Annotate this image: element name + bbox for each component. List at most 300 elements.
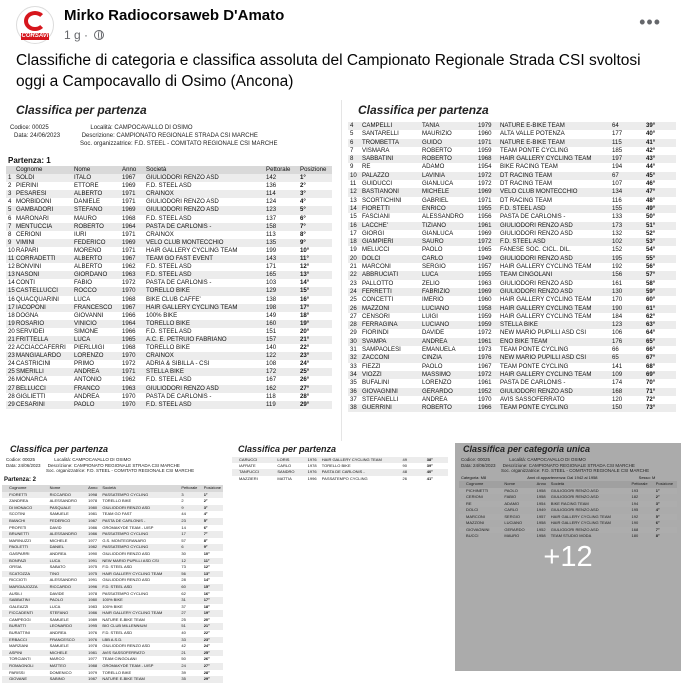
table-cell: 1963 bbox=[120, 271, 144, 279]
descrizione: Descrizione: CAMPIONATO REGIONALE STRADA CSI MARCHE bbox=[47, 462, 180, 468]
table-cell: 72° bbox=[646, 395, 656, 403]
table-cell: 1961 bbox=[478, 379, 492, 387]
table-cell: 60° bbox=[646, 296, 656, 304]
table-cell: A.C. E. PETRUIO FABRIANO bbox=[144, 336, 264, 344]
table-cell: 56° bbox=[646, 263, 656, 271]
table-cell: ENO BIKE TEAM bbox=[498, 338, 610, 346]
table-cell: 48° bbox=[646, 196, 656, 204]
table-row bbox=[2, 558, 223, 565]
table-cell: 1966 bbox=[476, 404, 498, 412]
table-cell: TORELLO BIKE bbox=[102, 669, 132, 675]
table-cell: SABINO bbox=[49, 676, 88, 683]
table-cell: 6 bbox=[180, 544, 202, 551]
row-number: 34 bbox=[348, 371, 360, 379]
table-row bbox=[6, 190, 332, 198]
table-row bbox=[348, 296, 676, 304]
column-header: Società bbox=[550, 481, 631, 488]
table-cell: BIO CLUB MILLENNIUM bbox=[101, 623, 180, 630]
table-cell: DOGNA bbox=[16, 311, 39, 319]
table-cell: LEONARDO bbox=[49, 623, 88, 630]
table-cell: 12° bbox=[203, 564, 210, 570]
table-cell: 1966 bbox=[122, 327, 136, 335]
table-cell: HAIR GALLERY CYCLING TEAM bbox=[498, 371, 610, 379]
table-cell: 7° bbox=[655, 527, 677, 534]
doc-title: Classifica per partenza bbox=[10, 444, 109, 454]
table-cell: 90 bbox=[402, 463, 407, 469]
table-cell: LUCA bbox=[49, 603, 61, 609]
table-cell: 115 bbox=[610, 139, 644, 147]
table-cell: ROSARIO bbox=[14, 320, 72, 328]
photo-3[interactable] bbox=[0, 443, 225, 682]
table-cell: GAMBADORI bbox=[14, 206, 72, 214]
table-cell: TORELLO BIKE bbox=[146, 344, 190, 352]
table-cell: 156 bbox=[610, 271, 644, 279]
table-cell: 1976 bbox=[307, 469, 321, 475]
table-cell: GIULIODORI RENZO ASD bbox=[101, 505, 180, 512]
table-cell: F.D. STEEL ASD bbox=[146, 263, 192, 271]
table-cell: 1957 bbox=[478, 263, 492, 271]
table-row bbox=[2, 610, 223, 617]
table-cell: MAZZONI bbox=[360, 305, 420, 313]
row-number: 15 bbox=[8, 287, 15, 295]
table-cell: GROMAKYDE TEAM - UISP bbox=[102, 524, 154, 530]
table-cell: 1991 bbox=[87, 558, 101, 565]
table-cell: GIULIODORI RENZO ASD bbox=[550, 507, 599, 512]
table-cell: PAOLO bbox=[422, 246, 443, 254]
partenza-label: Partenza: 2 bbox=[4, 477, 37, 483]
table-cell: 21° bbox=[298, 336, 332, 344]
table-cell: F.D. STEEL ASD bbox=[146, 327, 192, 335]
row-number: 2 bbox=[8, 182, 12, 190]
table-cell: 177 bbox=[612, 130, 623, 138]
table-cell: DT RACING TEAM bbox=[500, 180, 552, 188]
table-cell: 46° bbox=[646, 180, 656, 188]
table-cell: 1986 bbox=[87, 531, 101, 538]
row-number: 30 bbox=[348, 338, 360, 346]
table-cell: DANIEL bbox=[49, 544, 88, 551]
table-cell: PAOLETTI bbox=[8, 544, 49, 551]
table-cell: 14 bbox=[181, 524, 186, 530]
table-cell: 1976 bbox=[307, 457, 321, 463]
table-cell: TORCIANTI bbox=[9, 656, 31, 662]
table-cell: 26 bbox=[402, 475, 407, 481]
table-cell: NEW MARIO PUPILLI ASD CSI bbox=[101, 558, 180, 565]
table-cell: GROMAKYDE TEAM - UISP bbox=[101, 663, 180, 670]
table-cell: DOMENICO bbox=[49, 669, 72, 675]
table-cell: 1972 bbox=[476, 238, 498, 246]
table-cell: MARCONI bbox=[362, 263, 391, 271]
table-cell: 122 bbox=[264, 352, 298, 360]
more-photos-count[interactable]: +12 bbox=[543, 540, 593, 573]
table-cell: 45° bbox=[644, 172, 676, 180]
table-cell: 160 bbox=[264, 320, 298, 328]
table-cell: CENSORI bbox=[362, 312, 390, 320]
table-cell: LAVINIA bbox=[420, 172, 476, 180]
table-row bbox=[6, 279, 332, 287]
post-meta bbox=[64, 28, 104, 42]
table-row bbox=[348, 313, 676, 321]
table-cell: 25° bbox=[203, 650, 223, 657]
photo-1[interactable] bbox=[0, 100, 338, 441]
table-cell: 1970 bbox=[122, 392, 136, 400]
table-cell: GUERRINI bbox=[360, 404, 420, 412]
table-cell: 41° bbox=[644, 139, 676, 147]
table-cell: 6° bbox=[203, 524, 208, 530]
author-name[interactable]: Mirko Radiocorsaweb D'Amato bbox=[64, 7, 285, 24]
table-cell: EMANUELA bbox=[422, 346, 456, 354]
table-cell: 1986 bbox=[87, 610, 101, 617]
table-cell: 1960 bbox=[478, 130, 492, 138]
table-cell: 1976 bbox=[476, 354, 498, 362]
table-cell: PASTA DE CARLONIS - bbox=[500, 379, 566, 387]
row-number: 5 bbox=[6, 206, 14, 214]
table-cell: 2° bbox=[203, 498, 208, 504]
table-cell: FIORINDI bbox=[362, 329, 389, 337]
codice-value: 00025 bbox=[32, 125, 49, 131]
table-cell: MICHELE bbox=[49, 537, 68, 543]
table-cell: VIOZZI bbox=[360, 371, 420, 379]
table-cell: ZACCONI bbox=[360, 354, 420, 362]
table-cell: GIULIODORI RENZO ASD bbox=[102, 550, 151, 556]
table-cell: CONTI bbox=[16, 279, 35, 287]
table-row bbox=[6, 344, 332, 352]
table-cell: 133 bbox=[612, 213, 623, 221]
post-time[interactable]: 1 g bbox=[64, 28, 81, 42]
table-cell: GASPARRI bbox=[9, 550, 30, 556]
table-row bbox=[6, 401, 332, 409]
table-row bbox=[6, 206, 332, 214]
avatar[interactable] bbox=[16, 6, 54, 44]
localita: Località: CAMPOCAVALLO DI OSIMO bbox=[509, 457, 586, 462]
table-cell: GIULIODORI RENZO ASD bbox=[498, 222, 610, 230]
table-cell: SMERILLI bbox=[14, 368, 72, 376]
table-cell: 1972 bbox=[476, 371, 498, 379]
table-cell: 1986 bbox=[88, 524, 98, 530]
table-cell: PASTA DE CARLONIS - bbox=[146, 279, 212, 287]
table-cell: ALBERTO bbox=[72, 255, 120, 263]
table-cell: 1971 bbox=[122, 198, 136, 206]
table-row bbox=[6, 385, 332, 393]
table-cell: 33 bbox=[180, 637, 202, 644]
table-cell: 1959 bbox=[478, 312, 492, 320]
table-cell: 107 bbox=[612, 180, 623, 188]
table-cell: 17 bbox=[180, 531, 202, 538]
table-cell: CORRADETTI bbox=[14, 255, 72, 263]
table-cell: BRUNETTI bbox=[8, 531, 49, 538]
table-cell: GIULIODORI RENZO ASD bbox=[498, 288, 610, 296]
data-value: 24/06/2023 bbox=[30, 133, 61, 139]
table-cell: 1968 bbox=[122, 295, 136, 303]
table-cell: 1991 bbox=[88, 577, 98, 583]
table-row bbox=[2, 577, 223, 584]
table-cell: 165 bbox=[264, 271, 298, 279]
table-cell: LORIS bbox=[276, 457, 306, 463]
table-cell: LUIGI bbox=[422, 312, 438, 320]
table-cell: 1952 bbox=[476, 388, 498, 396]
table-cell: 14° bbox=[203, 577, 210, 583]
table-cell: CRAINOX bbox=[144, 352, 264, 360]
table-cell: TORELLO BIKE bbox=[144, 287, 264, 295]
table-cell: 1958 bbox=[536, 520, 546, 525]
table-cell: 57° bbox=[644, 271, 676, 279]
table-cell: 39° bbox=[426, 463, 433, 469]
table-cell: SAMUELE bbox=[49, 616, 69, 622]
table-row bbox=[6, 352, 332, 360]
table-cell: CARLO bbox=[277, 463, 292, 469]
table-cell: ALBERTO bbox=[72, 190, 120, 198]
row-number: 18 bbox=[8, 311, 15, 319]
table-row bbox=[232, 476, 448, 482]
table-cell: 1972 bbox=[476, 172, 498, 180]
table-cell: 180 bbox=[631, 533, 639, 538]
table-cell: 1954 bbox=[536, 501, 550, 508]
table-cell: MARINUZZI bbox=[9, 537, 31, 543]
table-cell: MARGIAJOZZA bbox=[8, 584, 49, 591]
table-cell: AVIS SASSOFERRATO bbox=[500, 395, 565, 403]
table-cell: 120 bbox=[612, 395, 623, 403]
table-cell: PESARESI bbox=[14, 190, 72, 198]
table-cell: FASCIANI bbox=[362, 213, 390, 221]
table-cell: 49° bbox=[644, 205, 676, 213]
table-cell: FRANCESCO bbox=[72, 304, 120, 312]
row-number: 14 bbox=[8, 279, 15, 287]
table-row bbox=[348, 130, 676, 138]
table-cell: DOLCI bbox=[466, 507, 479, 512]
photo-2[interactable] bbox=[341, 100, 682, 441]
table-cell: PAOLO bbox=[422, 362, 443, 370]
table-cell: ROBERTO bbox=[420, 155, 476, 163]
table-cell: ORSIA bbox=[9, 564, 22, 570]
table-cell: 150 bbox=[610, 404, 644, 412]
table-cell: ALESSANDRO bbox=[49, 498, 77, 504]
table-cell: 138 bbox=[266, 295, 277, 303]
column-header: Cognome bbox=[465, 481, 503, 488]
table-cell: CONCETTI bbox=[362, 296, 394, 304]
row-number: 4 bbox=[8, 198, 12, 206]
table-cell: 11° bbox=[298, 255, 332, 263]
table-cell: 1962 bbox=[122, 263, 136, 271]
table-cell: DAVID bbox=[49, 524, 62, 530]
more-options-icon[interactable]: ••• bbox=[639, 12, 661, 32]
table-cell: 12 bbox=[180, 558, 202, 565]
table-cell: 6° bbox=[655, 520, 660, 525]
table-cell: GIANLUCA bbox=[422, 229, 454, 237]
table-cell: NEW MARIO PUPILLI ASD CSI bbox=[498, 354, 610, 362]
table-cell: 26° bbox=[203, 656, 210, 662]
table-cell: 9 bbox=[180, 505, 202, 512]
table-cell: PIERLUIGI bbox=[74, 344, 105, 352]
row-number: 24 bbox=[8, 360, 15, 368]
table-row bbox=[2, 525, 223, 532]
table-cell: 56 bbox=[180, 571, 202, 578]
table-cell: MORBIDONI bbox=[16, 198, 52, 206]
row-number: 12 bbox=[8, 263, 15, 271]
table-cell: GIULIODORI RENZO ASD bbox=[102, 577, 151, 583]
table-cell: LUCA bbox=[49, 558, 88, 565]
table-cell: 103 bbox=[266, 279, 277, 287]
table-cell: 1957 bbox=[536, 514, 550, 521]
table-row bbox=[2, 518, 223, 525]
soc-value: F.D. STEEL - COMITATO REGIONALE CSI MARCHE bbox=[134, 141, 278, 147]
table-cell: QUACQUARINI bbox=[16, 295, 59, 303]
table-cell: STEFANO bbox=[49, 610, 88, 617]
table-cell: PARISSI bbox=[9, 669, 25, 675]
table-cell: FIEZZI bbox=[362, 362, 381, 370]
table-cell: 173 bbox=[610, 222, 644, 230]
table-cell: HAIR GALLERY CYCLING TEAM bbox=[550, 514, 631, 521]
table-cell: 1998 bbox=[87, 492, 101, 499]
table-cell: 63° bbox=[644, 321, 676, 329]
table-cell: 7° bbox=[298, 223, 332, 231]
table-cell: GIOVANNI bbox=[74, 311, 104, 319]
table-cell: 51 bbox=[180, 623, 202, 630]
row-number: 11 bbox=[8, 255, 15, 263]
table-row bbox=[6, 182, 332, 190]
table-cell: 1981 bbox=[87, 650, 101, 657]
table-cell: FIORETTI bbox=[360, 205, 420, 213]
table-row bbox=[2, 670, 223, 677]
table-cell: STEFANO bbox=[72, 206, 120, 214]
table-cell: LUCIANO bbox=[504, 520, 523, 525]
table-cell: PASTA DE CARLONIS - bbox=[101, 518, 180, 525]
results-table bbox=[2, 485, 223, 683]
table-cell: 28° bbox=[300, 392, 310, 400]
table-cell: F.D. STEEL ASD bbox=[101, 584, 180, 591]
table-cell: 1° bbox=[298, 174, 332, 182]
table-cell: 162 bbox=[264, 385, 298, 393]
table-cell: PASSATEMPO CYCLING bbox=[101, 544, 180, 551]
table-cell: 28 bbox=[181, 577, 186, 583]
table-cell: SERGIO bbox=[422, 263, 446, 271]
table-row bbox=[2, 637, 223, 644]
table-cell: LORENZO bbox=[422, 379, 452, 387]
table-cell: 1° bbox=[655, 488, 677, 495]
row-number: 8 bbox=[8, 230, 12, 238]
table-row bbox=[6, 239, 332, 247]
table-cell: CERIONI bbox=[16, 230, 42, 238]
row-number: 29 bbox=[350, 329, 357, 337]
column-header: Posizione bbox=[298, 166, 332, 174]
table-row bbox=[2, 511, 223, 518]
row-number: 6 bbox=[348, 139, 360, 147]
table-cell: ANDREA bbox=[420, 338, 476, 346]
codice-label: Codice: bbox=[10, 125, 31, 131]
table-cell: 5° bbox=[655, 514, 677, 521]
table-cell: LORENZO bbox=[72, 352, 120, 360]
table-cell: 13° bbox=[298, 271, 332, 279]
table-cell: FERRAGINA bbox=[360, 321, 420, 329]
table-cell: 65° bbox=[644, 338, 676, 346]
table-cell: 24° bbox=[203, 643, 210, 649]
table-cell: MONARCA bbox=[16, 376, 48, 384]
table-cell: MELUCCI bbox=[362, 246, 390, 254]
table-cell: 17° bbox=[203, 597, 223, 604]
table-row bbox=[348, 147, 676, 155]
codice: Codice: 00025 bbox=[461, 457, 491, 462]
table-cell: GIOVAGNINI bbox=[465, 527, 503, 534]
table-cell: 53° bbox=[644, 238, 676, 246]
table-cell: 1971 bbox=[120, 368, 144, 376]
table-cell: HAIR GALLERY CYCLING TEAM bbox=[500, 296, 592, 304]
table-cell: 4° bbox=[203, 511, 208, 517]
row-number: 15 bbox=[350, 213, 357, 221]
table-cell: SIMONE bbox=[74, 327, 99, 335]
table-cell: 5° bbox=[203, 518, 223, 525]
table-cell: 1980 bbox=[87, 505, 101, 512]
table-row bbox=[348, 180, 676, 188]
table-row bbox=[2, 538, 223, 545]
table-row bbox=[6, 336, 332, 344]
table-cell: CASTELLUCCI bbox=[14, 287, 72, 295]
table-row bbox=[348, 222, 676, 230]
table-cell: CRAINOX bbox=[144, 190, 264, 198]
table-cell: 2° bbox=[300, 182, 306, 190]
row-number: 32 bbox=[348, 354, 360, 362]
column-header: Società bbox=[144, 166, 264, 174]
table-cell: TINO bbox=[49, 571, 88, 578]
column-header: Pettorale bbox=[631, 481, 655, 488]
table-cell: 3 bbox=[180, 492, 202, 499]
doc-meta bbox=[10, 124, 330, 148]
table-cell: GIULIODORI RENZO ASD bbox=[146, 198, 219, 206]
table-cell: 23° bbox=[203, 637, 223, 644]
table-cell: ENRICO bbox=[420, 205, 476, 213]
table-cell: 17° bbox=[298, 304, 332, 312]
table-cell: TORELLO BIKE bbox=[102, 498, 132, 504]
table-cell: 193 bbox=[631, 488, 655, 495]
table-cell: 18° bbox=[203, 603, 210, 609]
table-cell: 116 bbox=[612, 196, 622, 204]
table-cell: 1960 bbox=[478, 296, 492, 304]
table-cell: 113 bbox=[266, 230, 276, 238]
photo-4[interactable] bbox=[228, 443, 452, 671]
table-cell: 195 bbox=[631, 507, 639, 512]
table-row bbox=[2, 551, 223, 558]
table-cell: MENTUCCIA bbox=[14, 223, 72, 231]
photo-5[interactable] bbox=[455, 443, 681, 671]
table-cell: SCOTINI bbox=[9, 511, 26, 517]
table-cell: BONFAZI bbox=[8, 558, 49, 565]
table-row bbox=[348, 213, 676, 221]
table-cell: VISMARA bbox=[362, 146, 390, 154]
row-number: 20 bbox=[8, 327, 15, 335]
table-cell: TEAM CINGOLANI bbox=[102, 656, 137, 662]
table-cell: 1968 bbox=[476, 155, 498, 163]
table-row bbox=[6, 320, 332, 328]
row-number: 25 bbox=[8, 368, 15, 376]
table-row bbox=[348, 205, 676, 213]
table-cell: PASSATEMPO CYCLING bbox=[101, 492, 180, 499]
table-cell: TEAM PONTE CYCLING bbox=[500, 146, 569, 154]
table-cell: 168 bbox=[610, 388, 644, 396]
table-cell: 41° bbox=[426, 475, 433, 481]
table-cell: ANDREA bbox=[74, 392, 100, 400]
table-cell: 43° bbox=[644, 155, 676, 163]
table-cell: 5° bbox=[298, 206, 332, 214]
table-cell: HAIR GALLERY CYCLING TEAM bbox=[144, 304, 264, 312]
table-row bbox=[2, 531, 223, 538]
table-cell: 1973 bbox=[478, 346, 492, 354]
table-cell: 1978 bbox=[88, 643, 98, 649]
table-cell: HAIR GALLERY CYCLING TEAM bbox=[498, 305, 610, 313]
table-cell: 22° bbox=[300, 344, 310, 352]
table-cell: NATURE E-BIKE TEAM bbox=[101, 676, 180, 683]
descrizione: Descrizione: CAMPIONATO REGIONALE STRADA CSI MARCHE bbox=[502, 462, 635, 468]
table-row bbox=[348, 255, 676, 263]
table-row bbox=[2, 663, 223, 670]
table-cell: 47° bbox=[644, 188, 676, 196]
doc-title: Classifica per partenza bbox=[238, 444, 337, 454]
